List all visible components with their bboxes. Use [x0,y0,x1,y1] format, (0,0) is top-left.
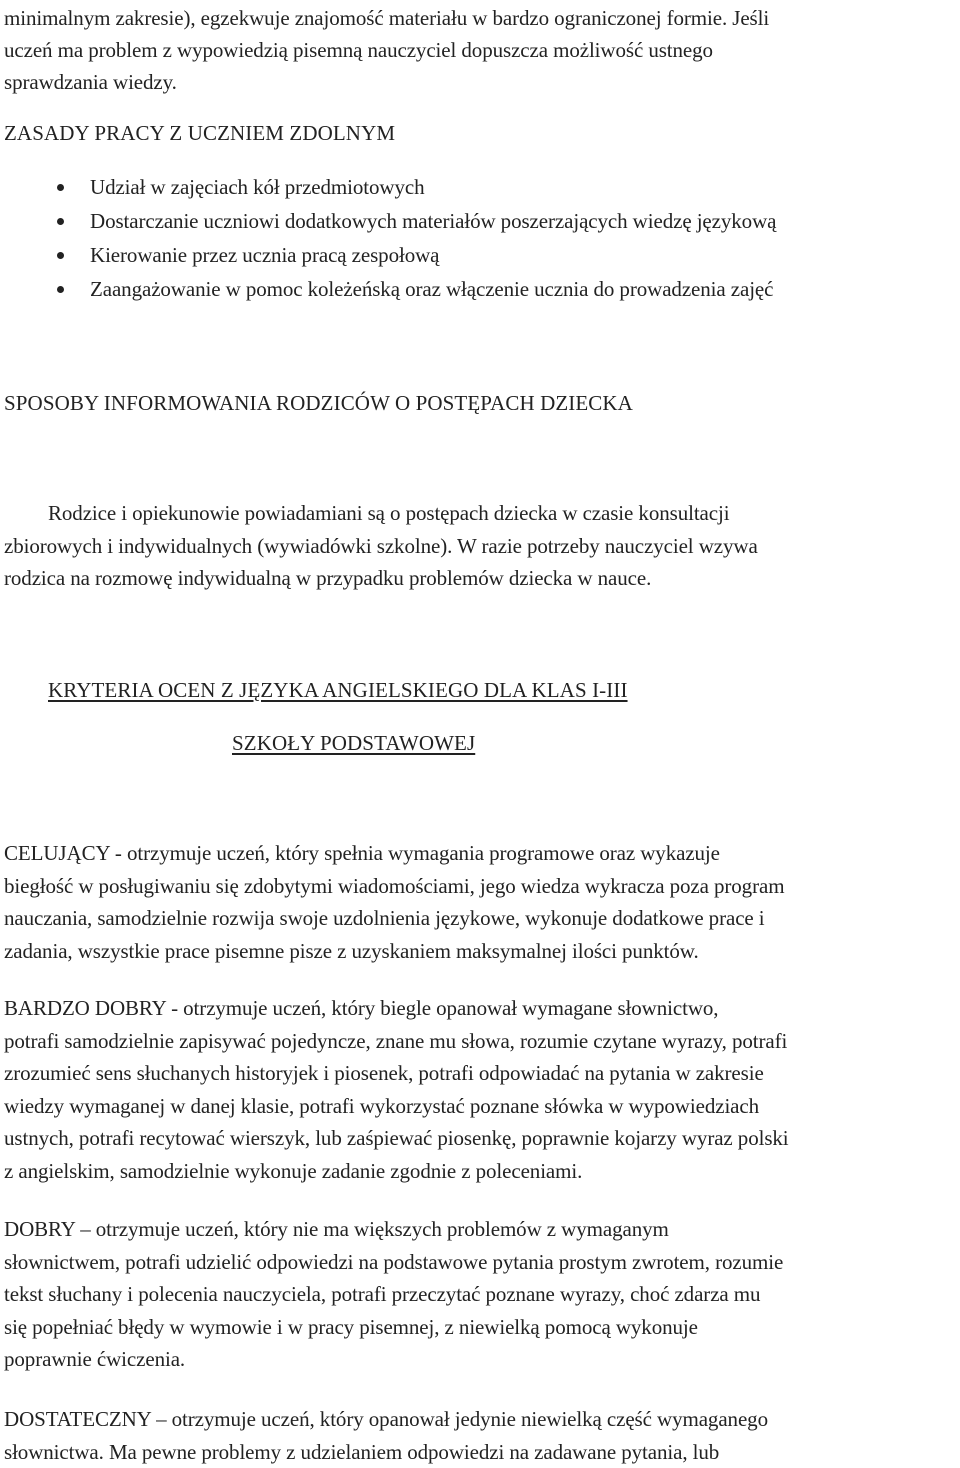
bullet-icon [57,252,64,259]
grade-description: - otrzymuje uczeń, który biegle opanował wymagane słownictwo, [166,996,718,1020]
paragraph-line [4,837,960,870]
paragraph-line [4,1213,960,1246]
intro-line-2: uczeń ma problem z wypowiedzią pisemną nauczyciel dopuszcza możliwość ustnego [4,35,713,65]
paragraph-line: słownictwa. Ma pewne problemy z udzielaniem odpowiedzi na zadawane pytania, lub [4,1436,960,1468]
intro-line-3: sprawdzania wiedzy. [4,67,177,97]
grade-description: – otrzymuje uczeń, który nie ma większych problemów z wymaganym [75,1217,669,1241]
grade-dobry [4,1213,960,1376]
paragraph-line: rodzica na rozmowę indywidualną w przypadku problemów dziecka w nauce. [4,562,960,595]
parents-paragraph [4,497,960,595]
criteria-title-text: KRYTERIA OCEN Z JĘZYKA ANGIELSKIEGO DLA KLAS I-III [48,678,628,702]
paragraph-line: potrafi samodzielnie zapisywać pojedyncze, znane mu słowa, rozumie czytane wyrazy, potrafi [4,1025,960,1058]
grade-term: CELUJĄCY [4,841,110,865]
paragraph-line: ustnych, potrafi recytować wierszyk, lub zaśpiewać piosenkę, poprawnie kojarzy wyraz polski [4,1122,960,1155]
paragraph-line: poprawnie ćwiczenia. [4,1343,960,1376]
gifted-bullet-list [0,172,960,308]
bullet-icon [57,218,64,225]
list-item-text: Dostarczanie uczniowi dodatkowych materiałów poszerzających wiedzę językową [90,206,776,236]
parents-section-heading: SPOSOBY INFORMOWANIA RODZICÓW O POSTĘPACH DZIECKA [4,388,633,418]
paragraph-line [4,1403,960,1436]
paragraph-line: zrozumieć sens słuchanych historyjek i piosenek, potrafi odpowiadać na pytania w zakresie [4,1057,960,1090]
grade-term: BARDZO DOBRY [4,996,166,1020]
grade-term: DOSTATECZNY [4,1407,151,1431]
intro-line-1: minimalnym zakresie), egzekwuje znajomość materiału w bardzo ograniczonej formie. Jeśli [4,3,769,33]
grade-description: – otrzymuje uczeń, który opanował jedynie niewielką część wymaganego [151,1407,768,1431]
paragraph-line: się popełniać błędy w wymowie i w pracy pisemnej, z niewielką pomocą wykonuje [4,1311,960,1344]
list-item-text: Kierowanie przez ucznia pracą zespołową [90,240,439,270]
list-item [0,206,960,240]
paragraph-line: zbiorowych i indywidualnych (wywiadówki szkolne). W razie potrzeby nauczyciel wzywa [4,530,960,563]
list-item [0,274,960,308]
paragraph-line: biegłość w posługiwaniu się zdobytymi wiadomościami, jego wiedza wykracza poza program [4,870,960,903]
gifted-section-heading: ZASADY PRACY Z UCZNIEM ZDOLNYM [4,118,395,148]
list-item [0,172,960,206]
paragraph-line: nauczania, samodzielnie rozwija swoje uzdolnienia językowe, wykonuje dodatkowe prace i [4,902,960,935]
paragraph-line [4,992,960,1025]
paragraph-line: zadania, wszystkie prace pisemne pisze z uzyskaniem maksymalnej ilości punktów. [4,935,960,968]
list-item-text: Udział w zajęciach kół przedmiotowych [90,172,425,202]
grade-description: - otrzymuje uczeń, który spełnia wymagania programowe oraz wykazuje [110,841,720,865]
grade-bardzo-dobry [4,992,960,1187]
criteria-title-line-2 [232,728,475,758]
paragraph-line: Rodzice i opiekunowie powiadamiani są o postępach dziecka w czasie konsultacji [4,497,960,530]
grade-term: DOBRY [4,1217,75,1241]
grade-celujacy [4,837,960,967]
paragraph-line: tekst słuchany i polecenia nauczyciela, potrafi przeczytać poznane wyrazy, choć zdarza mu [4,1278,960,1311]
criteria-title-text: SZKOŁY PODSTAWOWEJ [232,731,475,755]
bullet-icon [57,184,64,191]
bullet-icon [57,286,64,293]
list-item-text: Zaangażowanie w pomoc koleżeńską oraz włączenie ucznia do prowadzenia zajęć [90,274,773,304]
paragraph-line: słownictwem, potrafi udzielić odpowiedzi na podstawowe pytania prostym zwrotem, rozumie [4,1246,960,1279]
paragraph-line: z angielskim, samodzielnie wykonuje zadanie zgodnie z poleceniami. [4,1155,960,1188]
grade-dostateczny [4,1403,960,1468]
paragraph-line: wiedzy wymaganej w danej klasie, potrafi wykorzystać poznane słówka w wypowiedziach [4,1090,960,1123]
list-item [0,240,960,274]
criteria-title-line-1 [48,675,628,705]
